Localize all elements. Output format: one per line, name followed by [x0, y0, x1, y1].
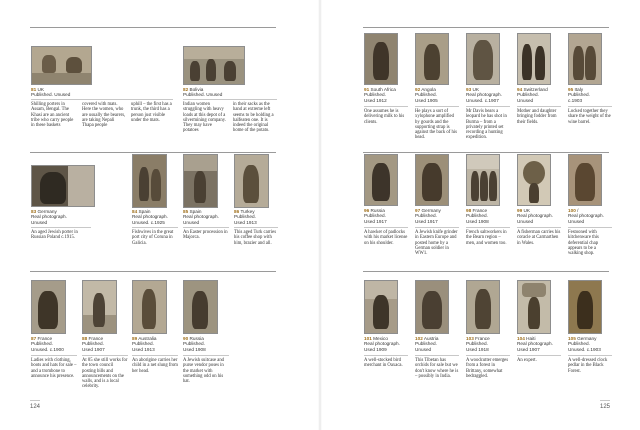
- desc-94: Mother and daughter bringing fodder from their fields.: [517, 109, 557, 125]
- top-rule-right: [363, 27, 609, 28]
- desc-101: A well-stocked bird merchant in Oaxaca.: [364, 358, 403, 369]
- desc-92: He plays a sort of xylophone amplified by gourds and the supporting strap is against the back of his head.: [415, 109, 457, 141]
- desc-89: An aborigine carries her child in a net slung from her head.: [132, 358, 178, 374]
- photo-97: [415, 154, 449, 206]
- caption-103: 103 France Published. Used 1918: [466, 336, 490, 352]
- rule-89: [132, 355, 178, 356]
- photo-104: [517, 280, 551, 334]
- desc-81-col1: Shilling porters in Assam, Bengal. The Khasi are an ancient tribe who carry people in these baskets: [31, 102, 74, 129]
- rule-91: [364, 106, 408, 107]
- desc-102: This Tibetan has orchids for sale but we don't know where he is – possibly in India.: [415, 358, 459, 379]
- page-number-right: 125: [600, 404, 611, 410]
- desc-98: French saltworkers in the Bearn region – men, and women too.: [466, 230, 507, 246]
- caption-82: 82 Bolivia Published. Unused: [183, 87, 223, 98]
- caption-99: 99 UK Real photograph. Unused: [517, 208, 553, 224]
- photo-86: [234, 154, 269, 208]
- photo-84: [132, 154, 167, 208]
- rule-97: [415, 227, 459, 228]
- photo-102: [415, 280, 449, 334]
- photo-88: [82, 280, 117, 334]
- photo-81: [31, 46, 92, 85]
- caption-92: 92 Angola Published. Used 1905: [415, 87, 438, 103]
- rule-100: [568, 227, 612, 228]
- folio-rule-left: [30, 400, 40, 401]
- caption-86: 86 Turkey Published. Used 1913: [234, 209, 257, 225]
- desc-82-col1: Indian women struggling with heavy loads at this depot of a silvermining company. They may have potatoes: [183, 102, 226, 134]
- desc-88: At 85 she still works for the town council posting bills and announcements on the walls, and is a local celebrity.: [82, 358, 128, 390]
- rule-103: [466, 355, 510, 356]
- photo-83: [31, 165, 95, 207]
- desc-97: A Jewish knife grinder in Eastern Europe and posted home by a German soldier in WW1.: [415, 230, 458, 257]
- photo-100: [568, 154, 602, 206]
- caption-87: 87 France Published. Unused. c.1900: [31, 336, 64, 352]
- rule-90: [183, 355, 229, 356]
- rule-105: [568, 355, 612, 356]
- photo-99: [517, 154, 551, 206]
- caption-98: 98 France Published. Used 1908: [466, 208, 489, 224]
- photo-92: [415, 33, 449, 85]
- desc-99: A fisherman carries his coracle at Carmarthen in Wales.: [517, 230, 561, 246]
- rule-96: [364, 227, 408, 228]
- photo-101: [364, 280, 398, 334]
- rule-101: [364, 355, 408, 356]
- rule-95: [568, 106, 612, 107]
- caption-91: 91 South Africa Published. Used 1912: [364, 87, 396, 103]
- caption-84: 84 Spain Real photograph. Unused. c.1925: [132, 209, 168, 225]
- photo-91: [364, 33, 398, 85]
- desc-83: An aged Jewish porter in Russian Poland c.1915.: [31, 230, 78, 241]
- photo-94: [517, 33, 551, 85]
- rule-86: [234, 227, 278, 228]
- caption-88: 88 France Published. Used 1907: [82, 336, 105, 352]
- rule-84: [132, 227, 178, 228]
- folio-rule-right: [600, 400, 610, 401]
- caption-93: 93 UK Real photograph. Unused. c.1907: [466, 87, 502, 103]
- caption-85: 85 Spain Real photograph. Unused: [183, 209, 219, 225]
- desc-100: Festooned with kitchenware this deferential chap appears to be a walking shop.: [568, 230, 599, 257]
- photo-96: [364, 154, 398, 206]
- photo-103: [466, 280, 500, 334]
- rule-98: [466, 227, 510, 228]
- desc-87: Ladies with clothing, boots and hats for sale – and a trombone to announce his presence.: [31, 358, 77, 379]
- right-page: [320, 0, 640, 430]
- desc-90: A Jewish suitcase and purse vendor poses in the market with something odd on his hat.: [183, 358, 225, 385]
- row-rule-1: [30, 152, 276, 153]
- desc-81-col2: covered with mats. Here the women, who are usually the bearers, are taking Nepali Thapa people: [82, 102, 126, 129]
- photo-98: [466, 154, 500, 206]
- caption-89: 89 Australia Published. Used 1913: [132, 336, 157, 352]
- caption-97: 97 Germany Published. Used 1917: [415, 208, 441, 224]
- rule-88: [82, 355, 128, 356]
- photo-87: [31, 280, 66, 334]
- desc-86: This aged Turk carries his coffee shop with him, brazier and all.: [234, 230, 277, 246]
- rule-93: [466, 106, 510, 107]
- caption-90: 90 Russia Published. Used 1908: [183, 336, 206, 352]
- rule-92: [415, 106, 459, 107]
- photo-93: [466, 33, 500, 85]
- rule-82: [183, 99, 277, 100]
- caption-81: 81 UK Published. Unused: [31, 87, 71, 98]
- caption-95: 95 Italy Published. c.1903: [568, 87, 590, 103]
- photo-95: [568, 33, 602, 85]
- rule-104: [517, 355, 561, 356]
- photo-85: [183, 154, 218, 208]
- rule-83: [31, 227, 91, 228]
- caption-94: 94 Switzerland Published. Unused: [517, 87, 548, 103]
- photo-82: [183, 46, 245, 85]
- desc-81-col3: uphill – the first has a trunk, the third has a person just visible under the mats.: [131, 102, 172, 123]
- rule-94: [517, 106, 561, 107]
- caption-100: 100 / Real photograph. Unused: [568, 208, 604, 224]
- desc-104: An expert.: [517, 358, 537, 363]
- desc-95: Locked together they share the weight of the wine barrel.: [568, 109, 611, 125]
- desc-82-col2: in their sacks as the hand at extreme left seems to be holding a halfeaten one. It is indeed the original home of the potato.: [233, 102, 274, 134]
- row-rule-2: [30, 271, 276, 272]
- rule-85: [183, 227, 229, 228]
- top-rule: [30, 27, 276, 28]
- rule-87: [31, 355, 77, 356]
- desc-85: An Easter procession in Majorca.: [183, 230, 228, 241]
- caption-101: 101 Mexico Real photograph. Used 1909: [364, 336, 400, 352]
- rule-99: [517, 227, 561, 228]
- caption-104: 104 Haiti Real photograph. Used 1907: [517, 336, 553, 352]
- desc-103: A woodcutter emerges from a forest in Brittany, somewhat bedraggled.: [466, 358, 509, 379]
- caption-83: 83 Germany Real photograph. Unused: [31, 209, 67, 225]
- desc-105: A well-dressed clock pedlar in the Black Forest.: [568, 358, 608, 374]
- row-rule-right-1: [363, 152, 609, 153]
- desc-96: A hawker of padlocks with his market license on his shoulder.: [364, 230, 408, 246]
- photo-105: [568, 280, 602, 334]
- row-rule-right-2: [363, 271, 609, 272]
- photo-90: [183, 280, 218, 334]
- desc-93: Mr Davis bears a leopard he has shot in Burma – from a privately printed set recording a hunting expedition.: [466, 109, 507, 141]
- caption-105: 105 Germany Published. Unused. c.1903: [568, 336, 601, 352]
- page-number-left: 124: [30, 404, 41, 410]
- photo-89: [132, 280, 167, 334]
- caption-96: 96 Russia Published. Used 1917: [364, 208, 387, 224]
- rule-102: [415, 355, 459, 356]
- rule-81: [31, 99, 173, 100]
- desc-91: One assumes he is delivering milk to his clients.: [364, 109, 405, 125]
- desc-84: Fishwives in the great port city of Coruna in Galicia.: [132, 230, 174, 246]
- caption-102: 102 Austria Published. Unused: [415, 336, 439, 352]
